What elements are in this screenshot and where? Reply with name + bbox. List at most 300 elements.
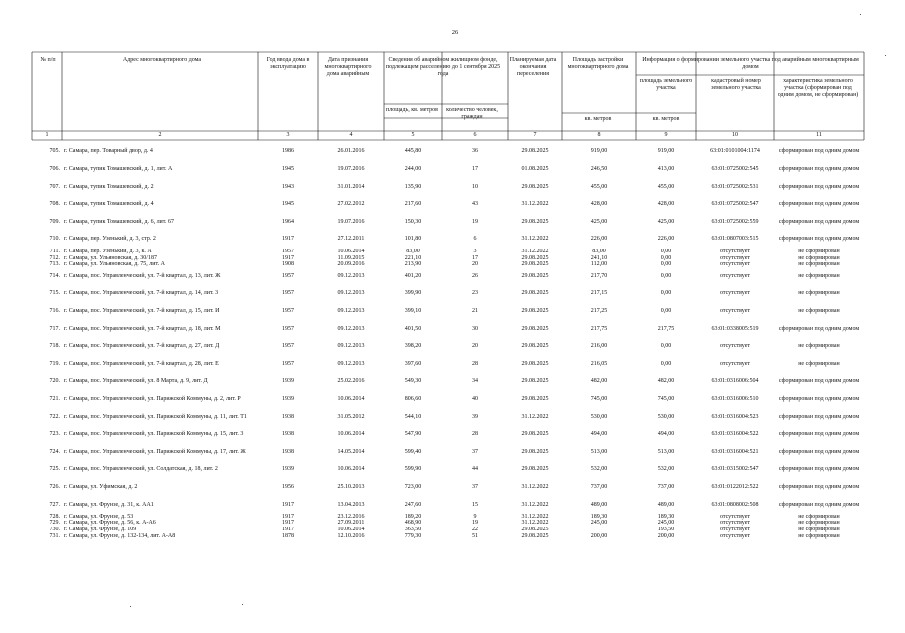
cell-land-status: сформирован под одним домом (778, 218, 860, 225)
cell-building-area: 216,05 (590, 360, 608, 367)
cell-land-area: 226,00 (657, 236, 675, 243)
cell-land-area: 737,00 (657, 484, 675, 491)
cell-planned-date: 29.08.2025 (521, 218, 549, 225)
cell-year: 1945 (282, 165, 294, 172)
cell-land-status: сформирован под одним домом (778, 183, 860, 190)
cell-recognition-date: 10.06.2014 (337, 396, 365, 403)
cell-area: 150,30 (404, 218, 422, 225)
cell-recognition-date: 09.12.2013 (337, 290, 365, 297)
header-characteristic: характеристика земельного участка (сформирован под одним домом, не сформирован) (777, 78, 859, 98)
cell-people: 6 (473, 236, 477, 243)
cell-building-area: 112,00 (590, 261, 608, 267)
cell-people: 21 (472, 308, 478, 315)
cell-area: 398,20 (404, 343, 422, 350)
cell-people: 30 (472, 325, 478, 332)
cell-land-area: 532,00 (657, 466, 675, 473)
cell-planned-date: 31.12.2022 (521, 236, 549, 243)
cell-building-area: 513,00 (590, 448, 608, 455)
column-number: 2 (158, 132, 162, 138)
cell-land-area: 217,75 (657, 325, 675, 332)
cell-land-area: 413,00 (657, 165, 675, 172)
cell-cadastral-number: отсутствует (719, 513, 750, 520)
cell-address: г. Самара, тупик Томашевский, д. 1, лит. А (64, 165, 173, 172)
cell-area: 468,90 (404, 520, 422, 526)
cell-cadastral-number: отсутствует (719, 360, 750, 367)
cell-building-area: 532,00 (590, 466, 608, 473)
cell-address: г. Самара, пос. Управленческий, ул. 7-й квартал, д. 28, лит. Е (64, 360, 219, 367)
cell-recognition-date: 20.09.2016 (337, 261, 365, 267)
cell-area: 363,50 (404, 526, 422, 533)
cell-recognition-date: 09.12.2013 (337, 360, 365, 367)
cell-row-number: 713. (49, 261, 60, 267)
cell-year: 1957 (282, 308, 294, 315)
cell-land-area: 494,00 (657, 431, 675, 438)
cell-cadastral-number: 63:01:0316006:504 (711, 378, 759, 385)
cell-area: 723,00 (404, 484, 422, 491)
cell-year: 1986 (282, 148, 294, 155)
cell-row-number: 715. (49, 290, 60, 297)
cell-address: г. Самара, ул. Уфимская, д. 2 (64, 484, 138, 491)
cell-land-status: сформирован под одним домом (778, 165, 860, 172)
cell-row-number: 729. (49, 520, 60, 526)
cell-planned-date: 31.12.2022 (521, 513, 549, 520)
cell-address: г. Самара, тупик Томашевский, д. 4 (64, 201, 154, 208)
cell-year: 1939 (282, 396, 294, 403)
cell-planned-date: 29.08.2025 (521, 325, 549, 332)
header-building-area: Площадь застройки многоквартирного дома (567, 57, 629, 70)
cell-land-area: 455,00 (657, 183, 675, 190)
cell-area: 445,80 (404, 148, 422, 155)
header-people-sub: количество человек, граждан (446, 107, 498, 120)
cell-cadastral-number: отсутствует (719, 532, 750, 539)
column-number: 1 (45, 132, 49, 138)
header-land-info: Информация о формировании земельного участка под аварийным многоквартирным домом (642, 57, 859, 70)
cell-year: 1943 (282, 183, 294, 190)
cell-area: 401,20 (404, 272, 422, 279)
cell-people: 19 (472, 218, 478, 225)
cell-building-area: 489,00 (590, 501, 608, 508)
cell-people: 15 (472, 501, 478, 508)
column-number: 6 (473, 132, 477, 138)
cell-land-status: сформирован под одним домом (778, 378, 860, 385)
cell-cadastral-number: 63:01:0807003:515 (711, 236, 759, 243)
cell-planned-date: 29.08.2025 (521, 378, 549, 385)
cell-cadastral-number: 63:01:0316004:522 (711, 431, 759, 438)
cell-building-area: 455,00 (590, 183, 608, 190)
cell-building-area: 217,70 (590, 272, 608, 279)
cell-row-number: 726. (49, 484, 60, 491)
header-address: Адрес многоквартирного дома (122, 57, 202, 63)
cell-recognition-date: 26.01.2016 (337, 148, 365, 155)
cell-planned-date: 29.08.2025 (521, 148, 549, 155)
column-number: 8 (597, 132, 601, 138)
cell-recognition-date: 14.05.2014 (337, 448, 365, 455)
cell-land-status: не сформирован (798, 360, 840, 367)
header-building-area-unit: кв. метров (584, 116, 612, 122)
cell-year: 1945 (282, 201, 294, 208)
cell-recognition-date: 11.09.2015 (337, 254, 365, 261)
cell-land-area: 0,00 (660, 248, 672, 255)
cell-area: 599,40 (404, 448, 422, 455)
cell-cadastral-number: отсутствует (719, 520, 750, 526)
cell-cadastral-number: 63:01:0808002:508 (711, 501, 759, 508)
cell-planned-date: 31.12.2022 (521, 248, 549, 255)
cell-planned-date: 01.08.2025 (521, 165, 549, 172)
cell-recognition-date: 31.01.2014 (337, 183, 365, 190)
cell-people: 43 (472, 201, 478, 208)
cell-land-area: 428,00 (657, 201, 675, 208)
cell-land-area: 0,00 (660, 360, 672, 367)
cell-year: 1939 (282, 466, 294, 473)
cell-planned-date: 31.12.2022 (521, 413, 549, 420)
cell-land-area: 245,00 (657, 520, 675, 526)
cell-row-number: 724. (49, 448, 60, 455)
cell-people: 17 (472, 254, 478, 261)
cell-cadastral-number: отсутствует (719, 254, 750, 261)
cell-recognition-date: 19.07.2016 (337, 165, 365, 172)
cell-year: 1957 (282, 360, 294, 367)
scan-speck (242, 604, 243, 605)
cell-address: г. Самара, пос. Управленческий, ул. 7-й квартал, д. 13, лит. Ж (64, 272, 221, 279)
cell-row-number: 714. (49, 272, 60, 279)
cell-planned-date: 29.08.2025 (521, 431, 549, 438)
cell-recognition-date: 10.06.2014 (337, 526, 365, 533)
cell-area: 401,50 (404, 325, 422, 332)
cell-address: г. Самара, тупик Томашевский, д. 2 (64, 183, 154, 190)
cell-land-status: сформирован под одним домом (778, 148, 860, 155)
cell-land-status: не сформирован (798, 254, 840, 261)
cell-row-number: 716. (49, 308, 60, 315)
cell-people: 3 (473, 248, 477, 255)
cell-planned-date: 29.08.2025 (521, 396, 549, 403)
cell-year: 1878 (282, 532, 294, 539)
cell-row-number: 719. (49, 360, 60, 367)
cell-address: г. Самара, ул. Фрунзе, д. 109 (64, 526, 137, 533)
cell-address: г. Самара, тупик Томашевский, д. 6, лит. 67 (64, 218, 174, 225)
cell-recognition-date: 09.12.2013 (337, 325, 365, 332)
cell-land-area: 0,00 (660, 343, 672, 350)
cell-year: 1917 (282, 513, 294, 520)
cell-cadastral-number: 63:01:0725002:531 (711, 183, 759, 190)
header-fund-info: Сведения об аварийном жилищном фонде, подлежащем расселению до 1 сентября 2025 года (385, 57, 501, 77)
cell-year: 1938 (282, 431, 294, 438)
cell-recognition-date: 12.10.2016 (337, 532, 365, 539)
cell-planned-date: 29.08.2025 (521, 526, 549, 533)
cell-recognition-date: 09.12.2013 (337, 272, 365, 279)
cell-land-status: сформирован под одним домом (778, 396, 860, 403)
cell-land-area: 745,00 (657, 396, 675, 403)
cell-cadastral-number: 63:01:0725002:545 (711, 165, 759, 172)
cell-planned-date: 29.08.2025 (521, 532, 549, 539)
cell-land-area: 200,00 (657, 532, 675, 539)
cell-land-status: не сформирован (798, 248, 840, 255)
cell-planned-date: 29.08.2025 (521, 308, 549, 315)
cell-planned-date: 29.08.2025 (521, 360, 549, 367)
cell-people: 20 (472, 261, 478, 267)
cell-recognition-date: 10.06.2014 (337, 431, 365, 438)
cell-land-area: 482,00 (657, 378, 675, 385)
cell-recognition-date: 09.12.2013 (337, 343, 365, 350)
cell-building-area: 425,00 (590, 218, 608, 225)
cell-address: г. Самара, пос. Управленческий, ул. Парижской Коммуны, д. 15, лит. 3 (64, 431, 244, 438)
cell-address: г. Самара, пос. Управленческий, ул. 7-й квартал, д. 27, лит. Д (64, 343, 220, 350)
cell-cadastral-number: отсутствует (719, 261, 750, 267)
cell-planned-date: 29.08.2025 (521, 261, 549, 267)
page-number: 26 (451, 29, 459, 36)
cell-year: 1917 (282, 520, 294, 526)
cell-land-status: не сформирован (798, 513, 840, 520)
cell-year: 1938 (282, 448, 294, 455)
cell-cadastral-number: 63:01:0101004:1174 (710, 148, 760, 155)
cell-people: 26 (472, 272, 478, 279)
cell-row-number: 728. (49, 513, 60, 520)
header-land-area: площадь земельного участка (639, 78, 693, 91)
cell-row-number: 723. (49, 431, 60, 438)
cell-land-area: 489,00 (657, 501, 675, 508)
cell-building-area: 189,30 (590, 513, 608, 520)
header-cadastral: кадастровый номер земельного участка (711, 78, 761, 91)
cell-recognition-date: 27.02.2012 (337, 201, 365, 208)
cell-area: 244,00 (404, 165, 422, 172)
cell-people: 37 (472, 448, 478, 455)
cell-cadastral-number: отсутствует (719, 272, 750, 279)
cell-recognition-date: 27.09.2011 (337, 520, 365, 526)
cell-row-number: 708. (49, 201, 60, 208)
cell-building-area: 737,00 (590, 484, 608, 491)
cell-address: г. Самара, ул. Фрунзе, д. 53 (64, 513, 134, 520)
header-recognition-date: Дата признания многоквартирного дома аварийным (324, 57, 372, 77)
cell-land-area: 425,00 (657, 218, 675, 225)
cell-building-area: 241,10 (590, 254, 608, 261)
cell-land-status: не сформирован (798, 261, 840, 267)
cell-people: 39 (472, 413, 478, 420)
cell-address: г. Самара, пер. Узенький, д. 3, стр. 2 (64, 236, 156, 243)
cell-area: 399,90 (404, 290, 422, 297)
scan-speck (885, 55, 886, 56)
cell-address: г. Самара, пос. Управленческий, ул. Солдатская, д. 18, лит. 2 (64, 466, 218, 473)
cell-cadastral-number: 63:01:0725002:559 (711, 218, 759, 225)
cell-recognition-date: 25.02.2016 (337, 378, 365, 385)
column-number: 3 (286, 132, 290, 138)
column-number: 4 (349, 132, 353, 138)
cell-cadastral-number: 63:01:0316006:510 (711, 396, 759, 403)
cell-planned-date: 29.08.2025 (521, 254, 549, 261)
cell-people: 19 (472, 520, 478, 526)
cell-row-number: 712. (49, 254, 60, 261)
cell-land-area: 0,00 (660, 254, 672, 261)
cell-land-area: 0,00 (660, 272, 672, 279)
cell-people: 37 (472, 484, 478, 491)
cell-address: г. Самара, пос. Управленческий, ул. Парижской Коммуны, д. 17, лит. Ж (64, 448, 246, 455)
cell-land-status: сформирован под одним домом (778, 484, 860, 491)
cell-land-status: сформирован под одним домом (778, 431, 860, 438)
cell-address: г. Самара, пос. Управленческий, ул. 8 Марта, д. 9, лит. Д (64, 378, 208, 385)
cell-cadastral-number: отсутствует (719, 343, 750, 350)
cell-row-number: 710. (49, 236, 60, 243)
column-number: 9 (664, 132, 668, 138)
cell-planned-date: 29.08.2025 (521, 466, 549, 473)
cell-area: 779,30 (404, 532, 422, 539)
cell-row-number: 722. (49, 413, 60, 420)
cell-planned-date: 29.08.2025 (521, 448, 549, 455)
cell-address: г. Самара, пос. Управленческий, ул. Парижской Коммуны, д. 2, лит. Р (64, 396, 241, 403)
cell-address: г. Самара, пос. Управленческий, ул. 7-й квартал, д. 18, лит. М (64, 325, 221, 332)
cell-cadastral-number: отсутствует (719, 290, 750, 297)
cell-building-area: 216,00 (590, 343, 608, 350)
cell-area: 397,60 (404, 360, 422, 367)
cell-year: 1956 (282, 484, 294, 491)
cell-address: г. Самара, пер. Товарный двор, д. 4 (64, 148, 153, 155)
cell-area: 806,60 (404, 396, 422, 403)
cell-address: г. Самара, ул. Ульяновская, д. 30/187 (64, 254, 157, 261)
cell-address: г. Самара, ул. Фрунзе, д. 56, к. А-А6 (64, 520, 156, 526)
cell-area: 599,90 (404, 466, 422, 473)
cell-area: 247,60 (404, 501, 422, 508)
scan-speck (130, 606, 131, 607)
cell-land-status: сформирован под одним домом (778, 466, 860, 473)
cell-cadastral-number: отсутствует (719, 248, 750, 255)
cell-land-status: сформирован под одним домом (778, 501, 860, 508)
cell-row-number: 711. (49, 248, 60, 255)
cell-area: 217,60 (404, 201, 422, 208)
column-number: 7 (533, 132, 537, 138)
cell-address: г. Самара, пос. Управленческий, ул. Парижской Коммуны, д. 11, лит. Т1 (64, 413, 247, 420)
cell-planned-date: 29.08.2025 (521, 343, 549, 350)
cell-year: 1957 (282, 272, 294, 279)
cell-people: 51 (472, 532, 478, 539)
cell-area: 189,20 (404, 513, 422, 520)
cell-cadastral-number: отсутствует (719, 308, 750, 315)
cell-land-area: 530,00 (657, 413, 675, 420)
cell-land-status: сформирован под одним домом (778, 236, 860, 243)
cell-row-number: 721. (49, 396, 60, 403)
cell-address: г. Самара, пер. Узенький, д. 3, к. А (64, 248, 152, 255)
cell-land-area: 0,00 (660, 261, 672, 267)
cell-year: 1908 (282, 261, 294, 267)
cell-address: г. Самара, пос. Управленческий, ул. 7-й квартал, д. 15, лит. И (64, 308, 220, 315)
cell-land-status: не сформирован (798, 343, 840, 350)
cell-cadastral-number: 63:01:0315002:547 (711, 466, 759, 473)
cell-people: 17 (472, 165, 478, 172)
cell-year: 1938 (282, 413, 294, 420)
cell-recognition-date: 13.04.2013 (337, 501, 365, 508)
cell-area: 101,80 (404, 236, 422, 243)
cell-year: 1957 (282, 343, 294, 350)
cell-recognition-date: 19.07.2016 (337, 218, 365, 225)
cell-row-number: 718. (49, 343, 60, 350)
cell-row-number: 717. (49, 325, 60, 332)
cell-building-area: 246,50 (590, 165, 608, 172)
cell-area: 221,10 (404, 254, 422, 261)
cell-row-number: 731. (49, 532, 60, 539)
cell-building-area: 428,00 (590, 201, 608, 208)
header-land-area-unit: кв. метров (652, 116, 680, 122)
scan-speck (860, 14, 861, 15)
header-planned-date: Планируемая дата окончания переселения (509, 57, 557, 77)
cell-area: 213,90 (404, 261, 422, 267)
cell-building-area: 226,00 (590, 236, 608, 243)
cell-building-area: 530,00 (590, 413, 608, 420)
cell-row-number: 705. (49, 148, 60, 155)
cell-year: 1917 (282, 501, 294, 508)
cell-building-area: 200,00 (590, 532, 608, 539)
cell-row-number: 709. (49, 218, 60, 225)
cell-people: 44 (472, 466, 478, 473)
cell-building-area: 245,00 (590, 520, 608, 526)
cell-land-status: сформирован под одним домом (778, 413, 860, 420)
header-year: Год ввода дома в эксплуатацию (266, 57, 310, 70)
cell-land-status: не сформирован (798, 272, 840, 279)
cell-land-status: не сформирован (798, 532, 840, 539)
cell-row-number: 727. (49, 501, 60, 508)
cell-people: 40 (472, 396, 478, 403)
cell-cadastral-number: 63:01:0338005:519 (711, 325, 759, 332)
cell-people: 34 (472, 378, 478, 385)
cell-people: 36 (472, 148, 478, 155)
cell-land-status: сформирован под одним домом (778, 448, 860, 455)
cell-cadastral-number: отсутствует (719, 526, 750, 533)
cell-row-number: 706. (49, 165, 60, 172)
cell-people: 22 (472, 526, 478, 533)
cell-land-status: сформирован под одним домом (778, 325, 860, 332)
cell-address: г. Самара, ул. Фрунзе, д. 132-134, лит. А-А8 (64, 532, 176, 539)
cell-year: 1939 (282, 378, 294, 385)
cell-cadastral-number: 63:01:0725002:547 (711, 201, 759, 208)
cell-area: 549,30 (404, 378, 422, 385)
cell-land-area: 919,00 (657, 148, 675, 155)
cell-area: 544,10 (404, 413, 422, 420)
cell-year: 1957 (282, 325, 294, 332)
cell-year: 1917 (282, 526, 294, 533)
cell-recognition-date: 09.12.2013 (337, 308, 365, 315)
cell-cadastral-number: 63:01:0122012:522 (711, 484, 759, 491)
cell-year: 1957 (282, 290, 294, 297)
cell-area: 83,00 (406, 248, 420, 255)
cell-land-status: сформирован под одним домом (778, 201, 860, 208)
cell-planned-date: 31.12.2022 (521, 484, 549, 491)
cell-recognition-date: 10.06.2014 (337, 466, 365, 473)
cell-land-area: 189,30 (657, 513, 675, 520)
cell-address: г. Самара, ул. Ульяновская, д. 75, лит. А (64, 261, 166, 267)
cell-people: 28 (472, 360, 478, 367)
header-row-number: № п/п (40, 57, 56, 63)
cell-building-area (562, 527, 636, 533)
cell-people: 20 (472, 343, 478, 350)
cell-building-area: 494,00 (590, 431, 608, 438)
cell-cadastral-number: 63:01:0316004:523 (711, 413, 759, 420)
cell-recognition-date: 10.06.2014 (337, 248, 365, 255)
cell-area: 547,90 (404, 431, 422, 438)
cell-row-number: 725. (49, 466, 60, 473)
cell-people: 23 (472, 290, 478, 297)
cell-building-area: 217,75 (590, 325, 608, 332)
cell-building-area: 919,00 (590, 148, 608, 155)
cell-planned-date: 31.12.2022 (521, 520, 549, 526)
cell-people: 9 (473, 513, 477, 520)
cell-land-status: не сформирован (798, 308, 840, 315)
cell-land-status: не сформирован (798, 290, 840, 297)
cell-land-area: 193,50 (657, 526, 675, 533)
cell-year: 1917 (282, 254, 294, 261)
cell-people: 10 (472, 183, 478, 190)
cell-planned-date: 29.08.2025 (521, 272, 549, 279)
column-number: 11 (816, 132, 822, 138)
cell-row-number: 707. (49, 183, 60, 190)
cell-building-area: 83,00 (592, 248, 606, 255)
cell-address: г. Самара, ул. Фрунзе, д. 31, к. АА1 (64, 501, 154, 508)
header-area-sub: площадь, кв. метров (385, 107, 438, 113)
cell-planned-date: 31.12.2022 (521, 201, 549, 208)
